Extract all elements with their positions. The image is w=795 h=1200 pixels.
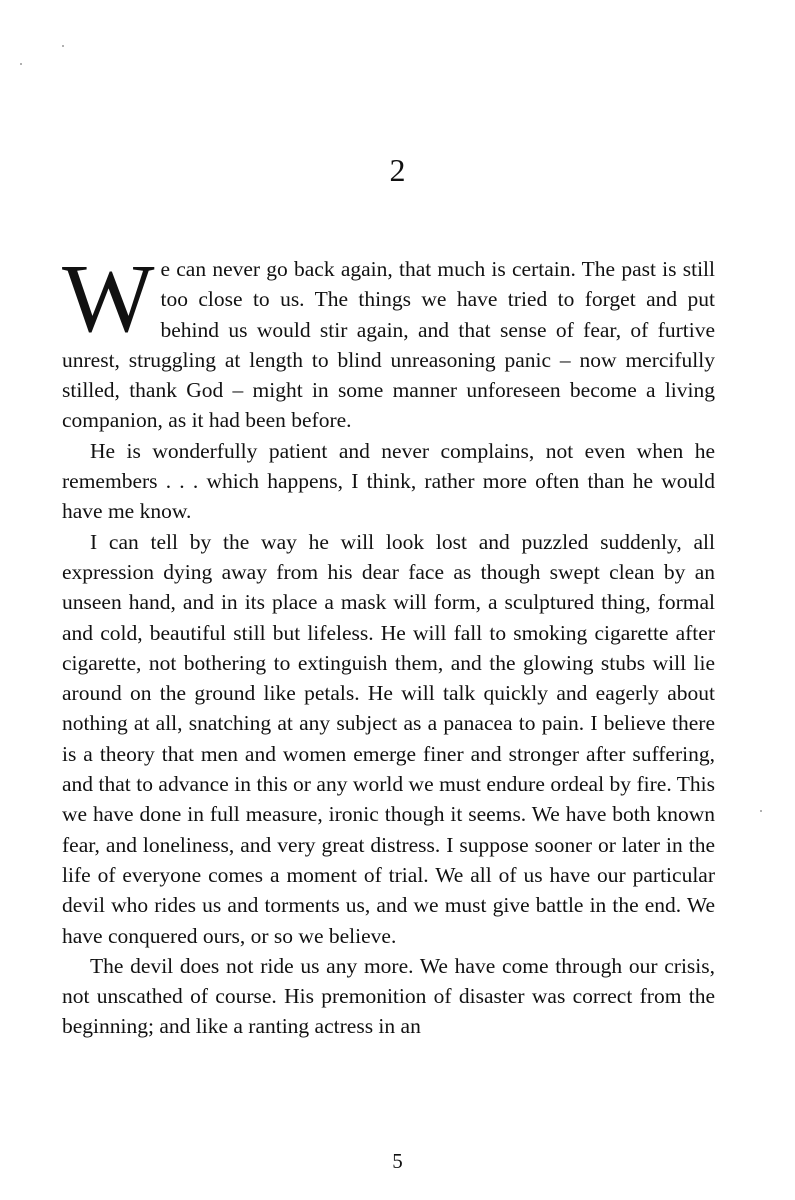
paper-speck [760, 810, 762, 812]
drop-cap: W [62, 245, 155, 353]
paper-speck [20, 63, 22, 65]
chapter-number: 2 [389, 152, 406, 188]
chapter-body [62, 245, 715, 1042]
paragraph-2: He is wonderfully patient and never complains, not even when he remembers . . . which happens, I think, rather more often than he would have me know. [62, 438, 715, 524]
page-number: 5 [392, 1149, 403, 1173]
paper-speck [62, 45, 64, 47]
paragraph-4: The devil does not ride us any more. We have come through our crisis, not unscathed of course. His premonition of disaster was correct from the beginning; and like a ranting actress in an [62, 953, 715, 1039]
paragraph-1-text: e can never go back again, that much is certain. The past is still too close to us. The things we have tried to forget and put behind us would stir again, and that sense of fear, of furtive unrest, struggling at length to blind unreasoning panic – now mercifully stilled, thank God – might in some manner unforeseen become a living companion, as it had been before. [62, 257, 715, 433]
paragraph-3: I can tell by the way he will look lost and puzzled suddenly, all expression dying away from his dear face as though swept clean by an unseen hand, and in its place a mask will form, a sculptured thing, formal and cold, beautiful still but lifeless. He will fall to smoking cigarette after cigarette, not bothering to extinguish them, and the glowing stubs will lie around on the ground like petals. He will talk quickly and eagerly about nothing at all, snatching at any subject as a panacea to pain. I believe there is a theory that men and women emerge finer and stronger after suffering, and that to advance in this or any world we must endure ordeal by fire. This we have done in full measure, ironic though it seems. We have both known fear, and loneliness, and very great distress. I suppose sooner or later in the life of everyone comes a moment of trial. We all of us have our particular devil who rides us and torments us, and we must give battle in the end. We have conquered ours, or so we believe. [62, 529, 715, 948]
paragraph-1 [62, 245, 715, 436]
